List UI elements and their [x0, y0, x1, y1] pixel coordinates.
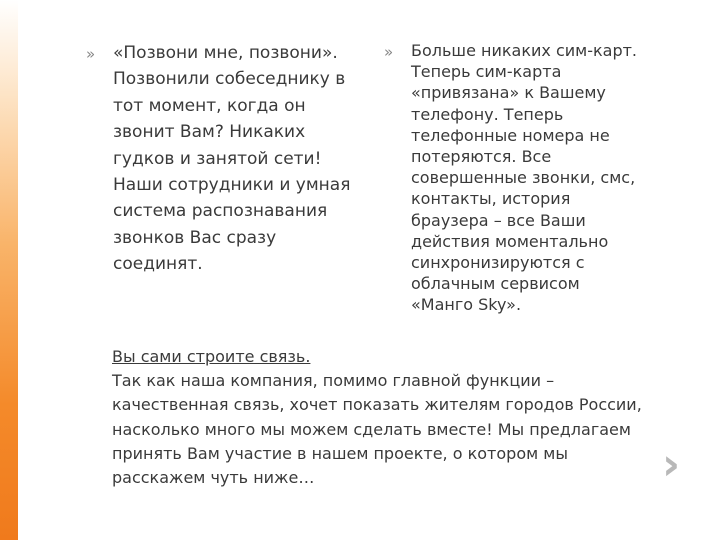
text-line: насколько много мы можем сделать вместе! Мы предлагаем — [112, 419, 631, 439]
text-line: браузера – все Ваши — [411, 210, 586, 230]
text-line: Так как наша компания, помимо главной функции – — [112, 371, 555, 391]
text-line: «Манго Sky». — [411, 295, 522, 315]
left-bullet-text — [113, 40, 363, 278]
text-line: принять Вам участие в нашем проекте, о котором мы — [112, 443, 568, 463]
text-line: качественная связь, хочет показать жителям городов России, — [112, 395, 642, 415]
footer-heading: Вы сами строите связь. — [112, 347, 311, 366]
orange-side-bar — [0, 0, 18, 540]
bullet-marker: » — [86, 45, 96, 63]
text-line: звонков Вас сразу — [113, 227, 277, 248]
text-line: потеряются. Все — [411, 147, 552, 167]
left-bullet-block — [86, 40, 376, 278]
text-line: расскажем чуть ниже… — [112, 468, 315, 488]
text-line: телефону. Теперь — [411, 104, 564, 124]
text-line: совершенные звонки, смс, — [411, 168, 636, 188]
text-line: Больше никаких сим-карт. — [411, 41, 638, 60]
text-line: «Позвони мне, позвони». — [113, 43, 338, 63]
text-line: звонит Вам? Никаких — [113, 122, 306, 143]
bullet-marker: » — [384, 43, 394, 61]
footer-paragraph — [112, 345, 672, 490]
text-line: «привязана» к Вашему — [411, 83, 606, 103]
text-line: действия моментально — [411, 231, 609, 251]
text-line: облачным сервисом — [411, 274, 580, 294]
chevron-right-icon[interactable]: › — [662, 439, 681, 490]
text-line: Наши сотрудники и умная — [113, 175, 351, 196]
text-line: Позвонили собеседнику в — [113, 69, 346, 90]
text-line: система распознавания — [113, 201, 328, 222]
right-bullet-text — [411, 40, 676, 316]
text-line: Теперь сим-карта — [411, 62, 562, 82]
text-line: контакты, история — [411, 189, 571, 209]
text-line: телефонные номера не — [411, 125, 610, 145]
text-line: соединят. — [113, 254, 203, 275]
text-line: синхронизируются с — [411, 253, 585, 273]
right-bullet-block — [384, 40, 684, 316]
text-line: гудков и занятой сети! — [113, 148, 322, 169]
text-line: тот момент, когда он — [113, 95, 306, 116]
